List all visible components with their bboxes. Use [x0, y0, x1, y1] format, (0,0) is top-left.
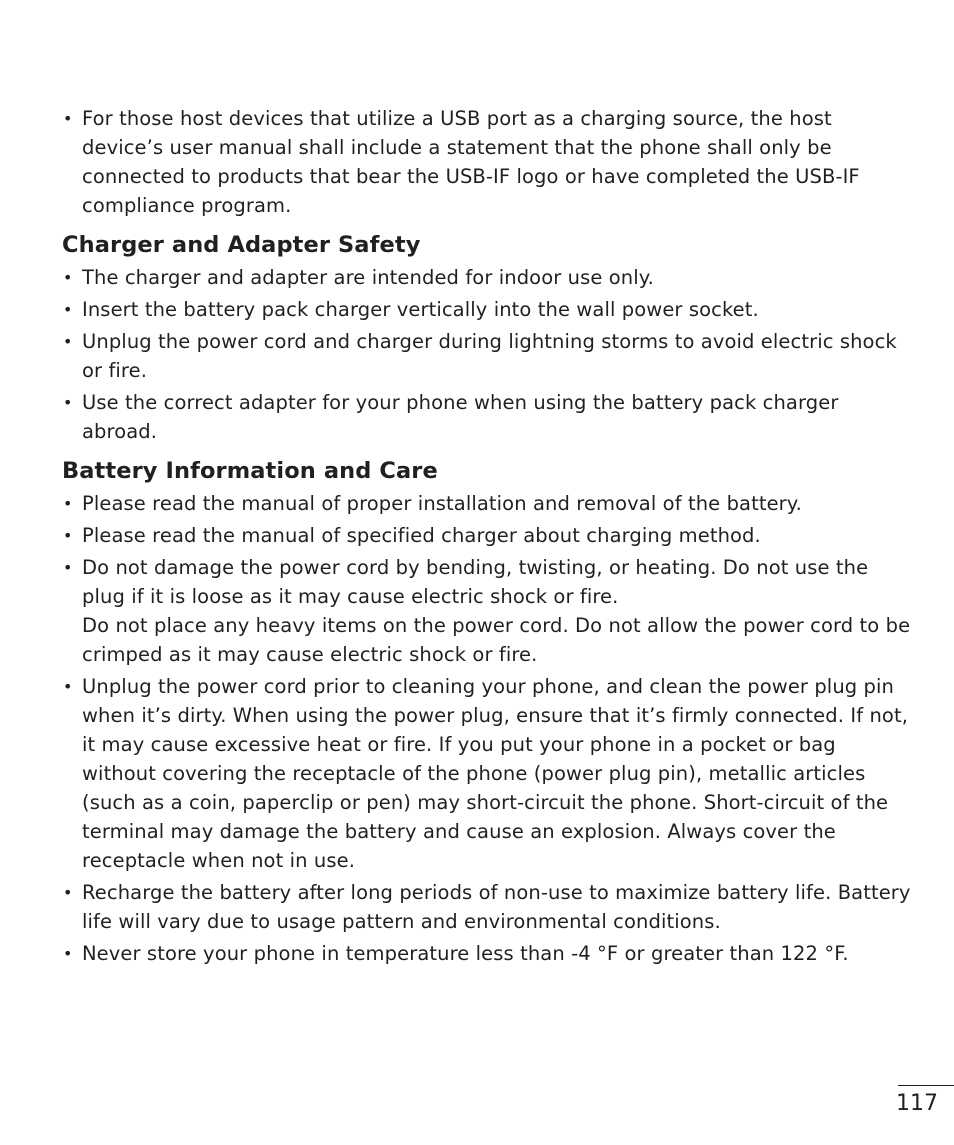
- list-item: • Please read the manual of specified charger about charging method.: [62, 521, 912, 550]
- list-item: • Use the correct adapter for your phone when using the battery pack charger abroad.: [62, 388, 912, 446]
- page-number: 117: [896, 1091, 938, 1116]
- charger-list: [62, 263, 912, 446]
- list-item: • Unplug the power cord prior to cleaning your phone, and clean the power plug pin when it’s dirty. When using the power plug, ensure that it’s firmly connected. If not, it may cause excessive heat or fire. If you put your phone in a pocket or bag without covering the receptacle of the phone (power plug pin), metallic articles (such as a coin, paperclip or pen) may short-circuit the phone. Short-circuit of the terminal may damage the battery and cause an explosion. Always cover the receptacle when not in use.: [62, 672, 912, 875]
- list-item: • For those host devices that utilize a USB port as a charging source, the host device’s user manual shall include a statement that the phone shall only be connected to products that bear the USB-IF logo or have completed the USB-IF compliance program.: [62, 104, 912, 220]
- list-item-paragraph: Do not place any heavy items on the power cord. Do not allow the power cord to be crimped as it may cause electric shock or fire.: [82, 614, 911, 666]
- list-item: • Recharge the battery after long periods of non-use to maximize battery life. Battery life will vary due to usage pattern and environmental conditions.: [62, 878, 912, 936]
- intro-list: [62, 104, 912, 220]
- section-heading-charger: Charger and Adapter Safety: [62, 232, 421, 258]
- list-item: [62, 553, 912, 669]
- list-item: • Insert the battery pack charger vertically into the wall power socket.: [62, 295, 912, 324]
- list-item: • The charger and adapter are intended for indoor use only.: [62, 263, 912, 292]
- list-item-paragraph: • Do not damage the power cord by bending, twisting, or heating. Do not use the plug if it is loose as it may cause electric shock or fire.: [82, 556, 869, 608]
- section-heading-battery: Battery Information and Care: [62, 458, 438, 484]
- page-content: [62, 104, 912, 971]
- list-item: • Unplug the power cord and charger during lightning storms to avoid electric shock or fire.: [62, 327, 912, 385]
- battery-list: [62, 489, 912, 968]
- list-item: • Please read the manual of proper installation and removal of the battery.: [62, 489, 912, 518]
- footer-rule: [898, 1085, 954, 1086]
- list-item: • Never store your phone in temperature less than -4 °F or greater than 122 °F.: [62, 939, 912, 968]
